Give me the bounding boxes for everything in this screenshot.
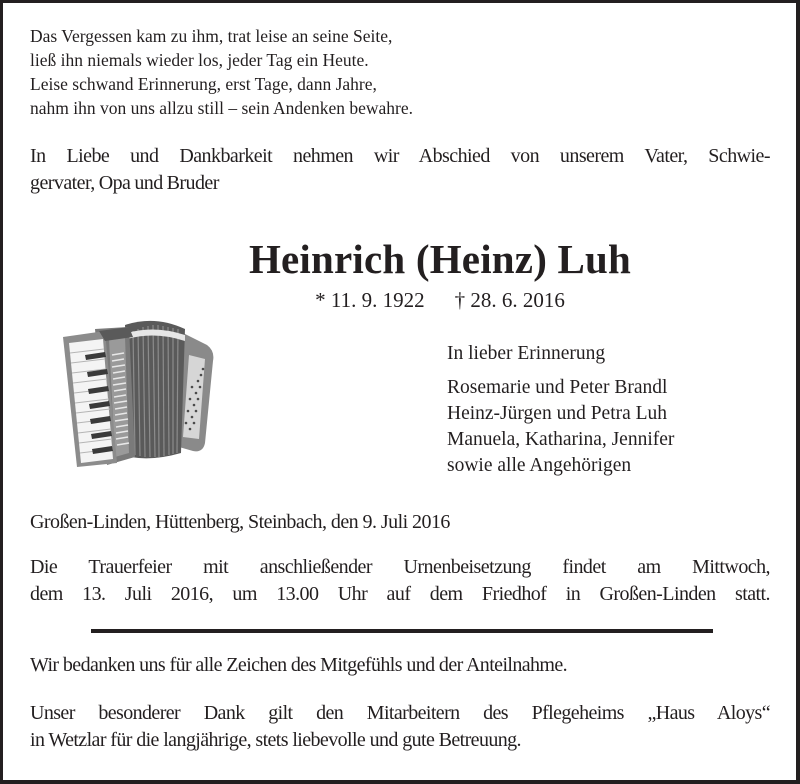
thanks-note: Wir bedanken uns für alle Zeichen des Mitgefühls und der Anteilnahme.: [30, 654, 568, 676]
intro-line: In Liebe und Dankbarkeit nehmen wir Abschied von unserem Vater, Schwie-: [30, 145, 770, 167]
intro-paragraph: [30, 143, 770, 197]
deceased-name: Heinrich (Heinz) Luh: [248, 236, 632, 282]
poem-line: nahm ihn von uns allzu still – sein Andenken bewahre.: [30, 98, 413, 118]
service-line: dem 13. Juli 2016, um 13.00 Uhr auf dem Friedhof in Großen-Linden statt.: [30, 583, 770, 605]
accordion-icon: [55, 315, 225, 475]
family-name-line: Heinz-Jürgen und Petra Luh: [447, 403, 668, 424]
birth-date: * 11. 9. 1922: [315, 288, 425, 312]
divider-line: [91, 629, 713, 633]
family-names: [447, 375, 674, 479]
family-name-line: sowie alle Angehörigen: [447, 455, 632, 476]
family-heading: In lieber Erinnerung: [447, 343, 606, 364]
family-name-line: Manuela, Katharina, Jennifer: [447, 429, 675, 450]
place-and-date: Großen-Linden, Hüttenberg, Steinbach, den 9. Juli 2016: [30, 511, 450, 533]
funeral-service-notice: [30, 554, 770, 608]
poem-line: Das Vergessen kam zu ihm, trat leise an seine Seite,: [30, 26, 393, 46]
death-date: † 28. 6. 2016: [454, 288, 565, 312]
family-block: [447, 341, 674, 479]
family-name-line: Rosemarie und Peter Brandl: [447, 377, 668, 398]
poem-line: Leise schwand Erinnerung, erst Tage, dann Jahre,: [30, 74, 377, 94]
special-thanks-line: Unser besonderer Dank gilt den Mitarbeitern des Pflegeheims „Haus Aloys“: [30, 702, 770, 724]
intro-line: gervater, Opa und Bruder: [30, 172, 219, 194]
poem-line: ließ ihn niemals wieder los, jeder Tag ein Heute.: [30, 50, 369, 70]
life-dates: [170, 287, 710, 313]
special-thanks-line: in Wetzlar für die langjährige, stets liebevolle und gute Betreuung.: [30, 729, 521, 751]
poem: [30, 24, 413, 120]
service-line: Die Trauerfeier mit anschließender Urnenbeisetzung findet am Mittwoch,: [30, 556, 770, 578]
special-thanks: [30, 700, 770, 754]
